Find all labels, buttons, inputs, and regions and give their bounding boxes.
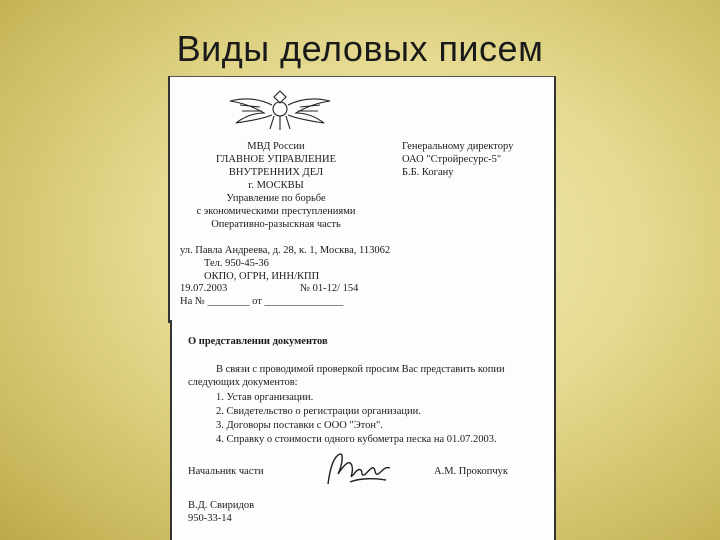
recipient-line: Б.Б. Когану [402, 167, 454, 178]
recipient-line: Генеральному директору [402, 141, 514, 152]
org-line: с экономическими преступлениями [196, 206, 356, 217]
org-line: ГЛАВНОЕ УПРАВЛЕНИЕ [215, 154, 336, 165]
slide-title: Виды деловых писем [176, 28, 544, 69]
executor-phone: 950-33-14 [188, 513, 232, 524]
intro-line: следующих документов: [188, 377, 298, 388]
list-item: 3. Договоры поставки с ООО "Этон". [216, 420, 383, 431]
executor-name: В.Д. Свиридов [188, 500, 255, 511]
signature-icon [320, 448, 400, 494]
org-line: ВНУТРЕННИХ ДЕЛ [228, 167, 324, 178]
org-line: МВД России [247, 141, 305, 152]
org-line: Оперативно-разыскная часть [211, 219, 341, 230]
org-phone: Тел. 950-45-36 [204, 258, 269, 269]
org-codes: ОКПО, ОГРН, ИНН/КПП [204, 271, 320, 282]
org-address: ул. Павла Андреева, д. 28, к. 1, Москва, 113062 [180, 245, 391, 256]
letter-date: 19.07.2003 [180, 283, 228, 294]
letter-number: № 01-12/ 154 [300, 283, 359, 294]
list-item: 4. Справку о стоимости одного кубометра песка на 01.07.2003. [216, 434, 497, 445]
letter-subject: О представлении документов [188, 336, 328, 347]
reference-line: На № ________ от _______________ [180, 296, 344, 307]
intro-line: В связи с проводимой проверкой просим Вас представить копии [216, 364, 505, 375]
signer-position: Начальник части [188, 466, 264, 477]
letter-body-scan [170, 320, 556, 540]
signer-name: А.М. Прокопчук [434, 466, 508, 477]
org-line: г. МОСКВЫ [248, 180, 304, 191]
list-item: 2. Свидетельство о регистрации организации. [216, 406, 421, 417]
mvd-emblem-icon [220, 83, 340, 133]
recipient-line: ОАО "Стройресурс-5" [402, 154, 502, 165]
letterhead-scan [168, 76, 556, 323]
list-item: 1. Устав организации. [216, 392, 314, 403]
org-line: Управление по борьбе [226, 193, 326, 204]
